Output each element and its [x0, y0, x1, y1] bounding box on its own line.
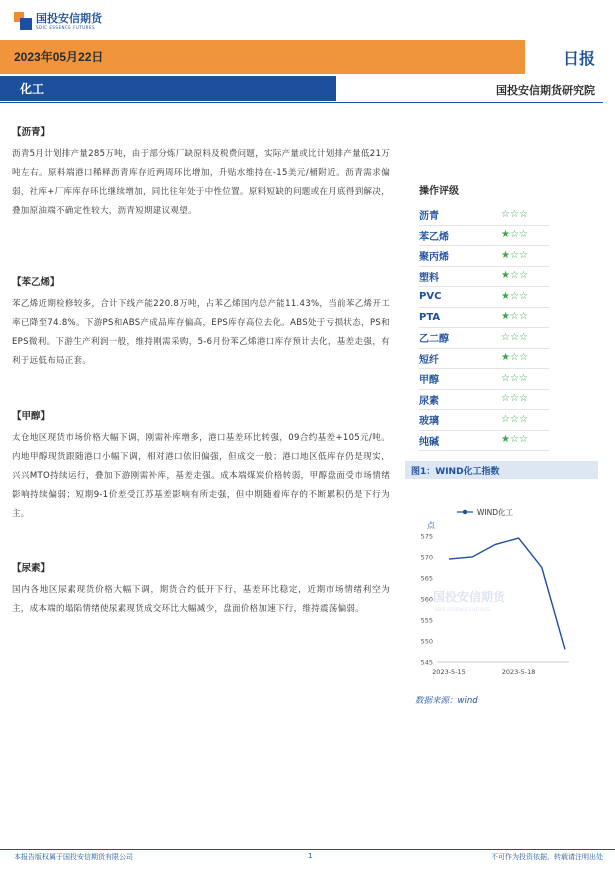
company-logo [14, 12, 102, 30]
rating-row [419, 246, 549, 267]
rating-stars [501, 374, 528, 384]
rating-item-name: PVC [419, 291, 442, 303]
section-title: 【沥青】 [12, 127, 51, 138]
rating-item-name: 玻璃 [419, 416, 439, 428]
rating-item-name: 甲醇 [419, 375, 439, 387]
star-outline-icon: ☆ [501, 331, 510, 343]
rating-row [419, 205, 549, 226]
star-filled-icon: ★ [501, 229, 510, 241]
footer-divider [0, 849, 615, 850]
rating-item-name: 苯乙烯 [419, 231, 449, 243]
footer-copyright: 本报告版权属于国投安信期货有限公司 [14, 853, 133, 861]
star-outline-icon: ☆ [501, 393, 510, 405]
logo-mark-icon [14, 12, 32, 30]
footer-disclaimer: 不可作为投资依据，转载请注明出处 [491, 853, 603, 861]
star-outline-icon: ☆ [518, 352, 528, 364]
rating-stars [501, 251, 528, 261]
y-axis-label: 点 [427, 521, 435, 530]
star-outline-icon: ☆ [509, 270, 519, 282]
y-tick-label: 545 [420, 658, 433, 667]
y-tick-label: 570 [420, 553, 433, 562]
star-outline-icon: ☆ [518, 311, 528, 323]
wind-chemical-index-chart [405, 480, 610, 690]
star-outline-icon: ☆ [509, 208, 519, 220]
rating-row [419, 410, 549, 431]
star-outline-icon: ☆ [518, 270, 528, 282]
star-outline-icon: ☆ [509, 229, 519, 241]
section-body: 沥青5月计划排产量285万吨，由于部分炼厂缺原料及税费问题，实际产量或比计划排产量低21万吨左右。原料端港口稀释沥青库存近两周环比增加，升贴水维持在-15美元/桶附近。沥青需求偏弱，社库+厂库库存环比继续增加，同比往年处于中性位置。原料短缺的问题或在月底得到解决，叠加原油端不确定性较大，沥青短期建议观望。 [12, 149, 390, 216]
star-filled-icon: ★ [501, 434, 510, 446]
category-banner [0, 76, 336, 101]
report-category: 化工 [20, 82, 45, 96]
logo-subtext: SDIC ESSENCE FUTURES [36, 24, 96, 30]
star-filled-icon: ★ [501, 270, 510, 282]
x-tick-label: 2023-5-15 [432, 668, 466, 676]
star-outline-icon: ☆ [509, 434, 519, 446]
star-outline-icon: ☆ [509, 352, 519, 364]
rating-row [419, 267, 549, 288]
section-urea [12, 560, 390, 619]
rating-item-name: 塑料 [419, 272, 439, 284]
rating-stars [501, 333, 528, 343]
rating-stars [501, 394, 528, 404]
rating-stars [501, 353, 528, 363]
section-title: 【苯乙烯】 [12, 277, 60, 288]
rating-stars [501, 230, 528, 240]
rating-row [419, 390, 549, 411]
chart-watermark: 国投安信期货 [433, 590, 506, 604]
section-body: 苯乙烯近期检修较多，合计下线产能220.8万吨，占苯乙烯国内总产能11.43%，当前苯乙烯开工率已降至74.8%。下游PS和ABS产成品库存偏高，EPS库存高位去化。ABS处于亏损状态，PS和EPS微利。下游生产利润一般，维持刚需采购，5-6月份苯乙烯港口库存预计去化，基差走强，有利于远低布局正套。 [12, 299, 390, 366]
rating-item-name: 短纤 [419, 354, 439, 366]
star-outline-icon: ☆ [518, 331, 528, 343]
star-outline-icon: ☆ [518, 393, 528, 405]
rating-item-name: 尿素 [419, 395, 439, 407]
star-filled-icon: ★ [501, 352, 510, 364]
rating-table [419, 182, 549, 451]
figure-title: 图1：WIND化工指数 [411, 467, 500, 477]
legend-marker [463, 510, 467, 514]
rating-item-name: PTA [419, 311, 441, 323]
star-outline-icon: ☆ [509, 372, 519, 384]
star-outline-icon: ☆ [509, 413, 519, 425]
star-outline-icon: ☆ [518, 434, 528, 446]
star-outline-icon: ☆ [518, 413, 528, 425]
report-date: 2023年05月22日 [14, 50, 104, 64]
star-outline-icon: ☆ [518, 290, 528, 302]
rating-row [419, 431, 549, 452]
section-body: 国内各地区尿素现货价格大幅下调，期货合约低开下行，基差环比稳定，近期市场情绪利空为主，成本端的塌陷情绪使尿素现货成交环比大幅减少，盘面价格加速下行，维持震荡偏弱。 [12, 585, 390, 614]
star-outline-icon: ☆ [518, 249, 528, 261]
rating-stars [501, 271, 528, 281]
rating-row [419, 369, 549, 390]
chart-watermark-en: SDIC ESSENCE FUTURES [435, 608, 491, 613]
rating-row [419, 328, 549, 349]
star-outline-icon: ☆ [501, 413, 510, 425]
rating-stars [501, 292, 528, 302]
star-outline-icon: ☆ [509, 311, 519, 323]
logo-text: 国投安信期货 [36, 11, 102, 25]
rating-item-name: 纯碱 [419, 436, 439, 448]
rating-title: 操作评级 [419, 186, 459, 197]
rating-row [419, 349, 549, 370]
star-outline-icon: ☆ [518, 229, 528, 241]
rating-row [419, 308, 549, 329]
star-outline-icon: ☆ [509, 393, 519, 405]
section-body: 太仓地区现货市场价格大幅下调，刚需补库增多，港口基差环比转强，09合约基差+105元/吨。内地甲醇现货跟随港口小幅下调，相对港口依旧偏强，但成交一般；港口地区低库存仍是现实，兴兴MTO持续运行，叠加下游刚需补库，基差走强。成本端煤炭价格转弱，甲醇盘面受市场情绪影响持续偏弱；短期9-1价差受江苏基差影响有所走强，但中期随着库存的不断累积仍是下行为主。 [12, 433, 390, 519]
star-outline-icon: ☆ [518, 208, 528, 220]
header-divider [0, 102, 603, 103]
figure-source: 数据来源：wind [415, 696, 478, 706]
y-tick-label: 560 [420, 595, 433, 604]
rating-stars [501, 210, 528, 220]
section-styrene [12, 274, 390, 371]
star-outline-icon: ☆ [509, 290, 519, 302]
y-tick-label: 550 [420, 637, 433, 646]
rating-item-name: 聚丙烯 [419, 252, 449, 264]
section-title: 【甲醇】 [12, 411, 51, 422]
rating-item-name: 乙二醇 [419, 334, 449, 346]
star-outline-icon: ☆ [501, 372, 510, 384]
rating-stars [501, 312, 528, 322]
section-title: 【尿素】 [12, 563, 51, 574]
star-outline-icon: ☆ [501, 208, 510, 220]
star-filled-icon: ★ [501, 311, 510, 323]
rating-item-name: 沥青 [419, 211, 439, 223]
section-methanol [12, 408, 390, 524]
y-tick-label: 565 [420, 574, 433, 583]
page-number: 1 [308, 852, 313, 860]
rating-row [419, 287, 549, 308]
section-asphalt [12, 124, 390, 221]
report-type: 日报 [562, 49, 595, 68]
rating-row [419, 226, 549, 247]
rating-stars [501, 415, 528, 425]
star-filled-icon: ★ [501, 249, 510, 261]
x-tick-label: 2023-5-18 [501, 668, 536, 676]
department-name: 国投安信期货研究院 [496, 84, 595, 97]
y-tick-label: 555 [420, 616, 433, 625]
legend-label: WIND化工 [477, 508, 514, 517]
y-tick-label: 575 [420, 532, 433, 541]
star-outline-icon: ☆ [518, 372, 528, 384]
star-outline-icon: ☆ [509, 249, 519, 261]
star-outline-icon: ☆ [509, 331, 519, 343]
rating-stars [501, 435, 528, 445]
star-filled-icon: ★ [501, 290, 510, 302]
